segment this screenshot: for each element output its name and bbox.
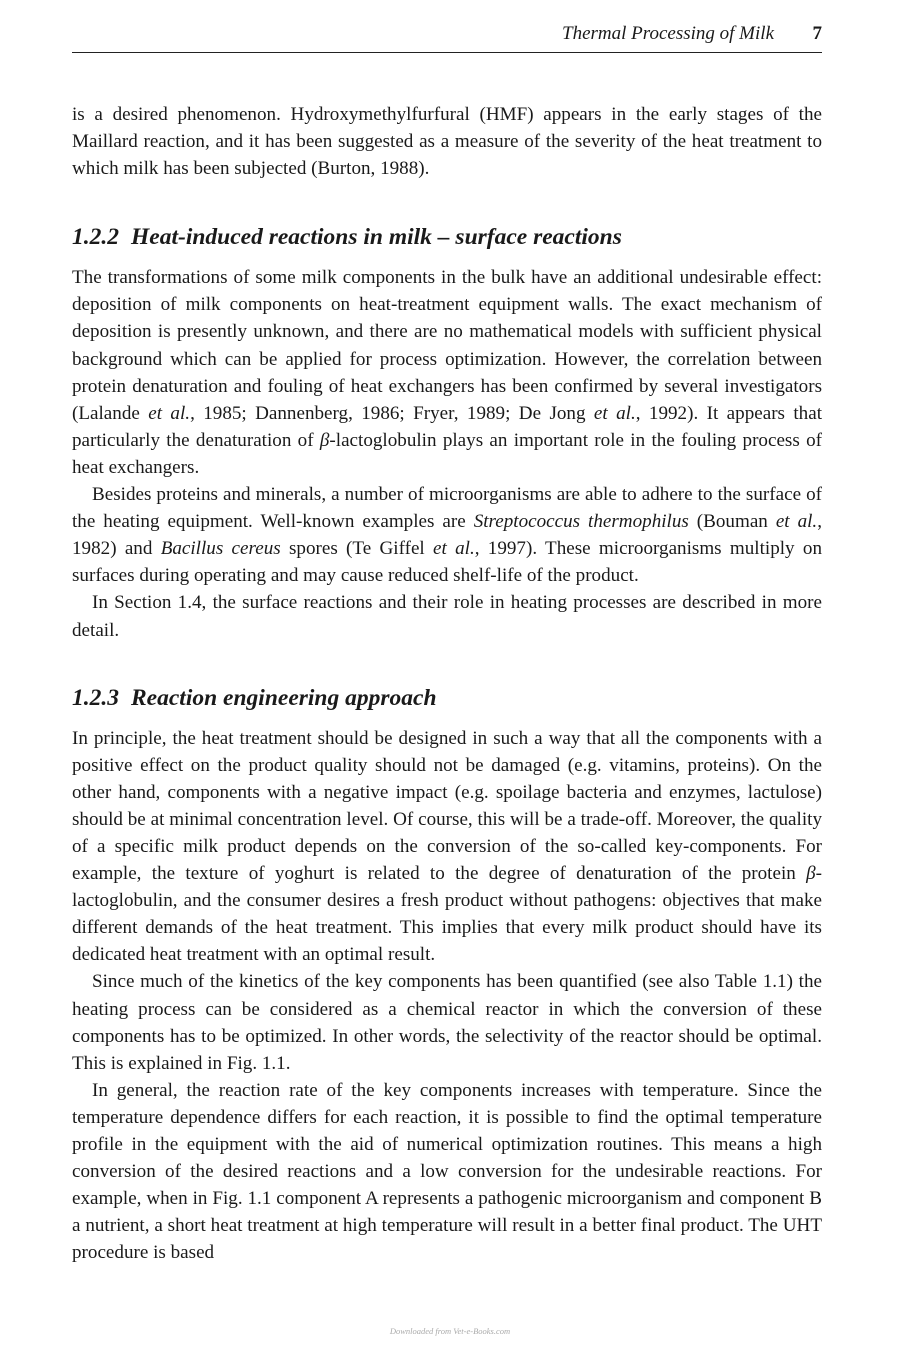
text-run: , 1992). It appears that particularly the denaturation of: [72, 402, 823, 451]
section-number: 1.2.3: [72, 684, 119, 711]
paragraph-reaction-engineering-1: [72, 725, 822, 969]
paragraph-reaction-engineering-3: In general, the reaction rate of the key components increases with temperature. Since the temperature dependence differs for each reaction, it is possible to find the optimal temperature profile in the equipment with the aid of numerical optimization routines. This means a high conversion of the desired reactions and a low conversion for the undesirable reactions. For example, when in Fig. 1.1 component A represents a pathogenic microorganism and component B a nutrient, a short heat treatment at high temperature will result in a better final product. The UHT procedure is based: [72, 1079, 822, 1264]
page-number: 7: [812, 23, 822, 44]
section-heading-1-2-2: [72, 222, 822, 252]
citation-etal: et al.: [148, 402, 191, 424]
citation-etal: et al.: [775, 511, 818, 533]
text-run: The transformations of some milk components in the bulk have an additional undesirable effect: deposition of milk components on heat-treatment equipment walls. The exact mechanism of deposition is presently unknown, and there are no mathematical models with sufficient physical background which can be applied for process optimization. However, the correlation between protein denaturation and fouling of heat exchangers has been confirmed by several investigators (Lalande: [72, 267, 822, 424]
beta-symbol: β: [806, 863, 816, 885]
running-title: Thermal Processing of Milk: [562, 23, 774, 44]
running-header: [72, 22, 822, 53]
section-title: Heat-induced reactions in milk – surface reactions: [131, 224, 622, 251]
paragraph-reaction-engineering-2: Since much of the kinetics of the key components has been quantified (see also Table 1.1) the heating process can be considered as a chemical reactor in which the conversion of these components has to be optimized. In other words, the selectivity of the reactor should be optimal. This is explained in Fig. 1.1.: [72, 971, 822, 1074]
intro-paragraph: is a desired phenomenon. Hydroxymethylfurfural (HMF) appears in the early stages of the Maillard reaction, and it has been suggested as a measure of the severity of the heat treatment to which milk has been subjected (Burton, 1988).: [72, 104, 822, 180]
section-number: 1.2.2: [72, 224, 119, 251]
text-run: -lactoglobulin, and the consumer desires a fresh product without pathogens: objectives that make different demands of the heat treatment. This implies that every milk product should have its dedicated heat treatment with an optimal result.: [72, 863, 822, 966]
text-run: , 1997). These microorganisms multiply on surfaces during operating and may cause reduced shelf-life of the product.: [72, 538, 822, 587]
beta-symbol: β: [319, 429, 330, 451]
species-name: Streptococcus thermophilus: [473, 511, 689, 533]
paragraph-surface-reactions-3: In Section 1.4, the surface reactions and their role in heating processes are described in more detail.: [72, 592, 822, 641]
paragraph-surface-reactions-1: [72, 264, 822, 481]
text-run: In principle, the heat treatment should be designed in such a way that all the components with a positive effect on the product quality should not be damaged (e.g. vitamins, proteins). On the other hand, components with a negative impact (e.g. spoilage bacteria and enzymes, lactulose) should be at minimal concentration level. Of course, this will be a trade-off. Moreover, the quality of a specific milk product depends on the conversion of the so-called key-components. For example, the texture of yoghurt is related to the degree of denaturation of the protein: [72, 727, 822, 885]
text-run: , 1982) and: [72, 511, 822, 560]
section-heading-1-2-3: [72, 683, 822, 713]
citation-etal: et al.: [593, 402, 636, 424]
text-run: , 1985; Dannenberg, 1986; Fryer, 1989; De Jong: [190, 402, 594, 424]
text-run: spores (Te Giffel: [280, 538, 434, 560]
paragraph-surface-reactions-2: [72, 481, 822, 589]
citation-etal: et al.: [433, 538, 475, 560]
text-run: Besides proteins and minerals, a number of microorganisms are able to adhere to the surface of the heating equipment. Well-known examples are: [72, 484, 822, 533]
text-run: -lactoglobulin plays an important role in the fouling process of heat exchangers.: [72, 429, 823, 478]
download-watermark: Downloaded from Vet-e-Books.com: [389, 1326, 511, 1336]
section-title: Reaction engineering approach: [131, 684, 437, 711]
page-body: [72, 101, 822, 1266]
text-run: (Bouman: [688, 511, 776, 533]
species-name: Bacillus cereus: [160, 538, 281, 560]
